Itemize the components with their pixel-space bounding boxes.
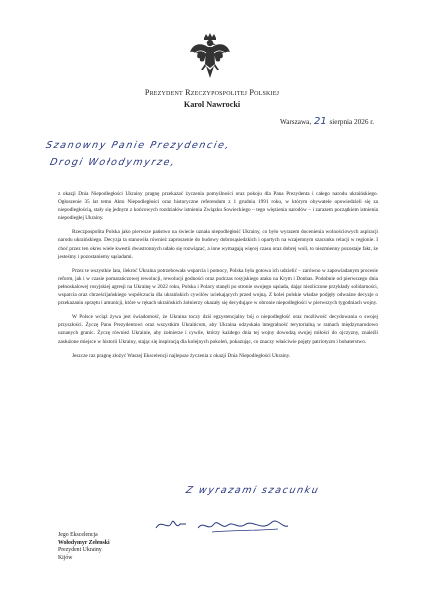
dateline (280, 116, 374, 127)
recipient-name: Wołodymyr Zełenski (58, 539, 110, 546)
date-day-handwritten: 21 (313, 116, 327, 127)
date-city: Warszawa, (280, 118, 312, 126)
handwritten-signature (152, 510, 292, 538)
handwritten-closing: Z wyrazami szacunku (184, 485, 321, 496)
recipient-block (58, 532, 110, 562)
date-month-year: sierpnia 2026 r. (329, 118, 374, 126)
office-title: Prezydent Rzeczypospolitej Polskiej (144, 88, 280, 97)
recipient-title: Jego Ekscelencja (58, 532, 98, 538)
letterhead (0, 88, 424, 109)
recipient-city: Kijów (58, 554, 73, 561)
letter-body (58, 190, 378, 366)
salutation-line-1: Szanowny Panie Prezydencie, (44, 140, 232, 151)
recipient-role: Prezydent Ukrainy (58, 547, 102, 554)
salutation-line-2: Drogi Wołodymyrze, (48, 157, 177, 168)
letter-paragraph-4: W Polsce wciąż żywa jest świadomość, że Ukraina toczy dziś egzystencjalny bój o niepodległość oraz możliwość decydowania o swojej przyszłości. Życzę Panu Prezydentowi oraz wszystkim Ukraińcom, aby Ukraina odzyskała integralność terytorialną w ramach międzynarodowo uznanych granic. Życzę również Ukrainie, aby żołnierze i cywile, którzy każdego dnia tej wojny dowodzą swojej miłości do ojczyzny, znaleźli zasłużone miejsce w historii Ukrainy, stając się inspiracją dla kolejnych pokoleń, pokazując, co znaczy właściwie pojęty patriotyzm i bohaterstwo. (58, 314, 378, 345)
polish-eagle-emblem-icon (188, 32, 232, 84)
letter-paragraph-5: Jeszcze raz pragnę złożyć Waszej Ekscelencji najlepsze życzenia z okazji Dnia Niepodległości Ukrainy. (72, 352, 291, 359)
letter-paragraph-2: Rzeczpospolita Polska jako pierwsze państwo na świecie uznała niepodległość Ukrainy, co było wyrazem docenienia wolnościowych aspiracji narodu ukraińskiego. Decyzja ta stanowiła również zaproszenie do budowy dobrosąsiedzkich i opartych na wzajemnym szacunku relacji w regionie. I choć przez ten okres wiele kwestii dwustronnych udało się rozwiązać, a inne wymagają więcej czasu oraz dobrej woli, to niezmienny pozostaje fakt, że jesteśmy i pozostaniemy sąsiadami. (58, 229, 378, 260)
president-name: Karol Nawrocki (183, 100, 241, 109)
letter-paragraph-1: z okazji Dnia Niepodległości Ukrainy pragnę przekazać życzenia pomyślności oraz pokoju dla Pana Prezydenta i całego narodu ukraińskiego. Ogłoszenie 35 lat temu Aktu Niepodległości oraz historyczne referendum z 1 grudnia 1991 roku, w którym obywatele opowiedzieli się za niepodległością, stały się jednym z końcowych rozdziałów istnienia Związku Sowieckiego – tego więzienia narodów – i zarazem początkiem istnienia niepodległej Ukrainy. (58, 191, 378, 222)
letter-paragraph-3: Przez te wszystkie lata, ilekroć Ukraina potrzebowała wsparcia i pomocy, Polska była gotowa ich udzielić – zarówno w zapowiadanym procesie reform, jak i w czasie pomarańczowej rewolucji, rewolucji godności oraz podczas rosyjskiego ataku na Krym i Donbas. Podobnie od pierwszego dnia pełnoskalowej rosyjskiej agresji na Ukrainę w 2022 roku, Polska i Polacy stanęli po stronie swojego sąsiada, dając niezliczone przykłady solidarności, wsparcia oraz chrześcijańskiego współczucia dla ukraińskich cywilów uciekających przed wojną. Z kolei polskie władze podjęły odważne decyzje o przekazaniu sprzętu i amunicji, które w rękach ukraińskich żołnierzy okazały się decydujące w obronie niepodległości w pierwszych tygodniach wojny. (58, 267, 378, 307)
